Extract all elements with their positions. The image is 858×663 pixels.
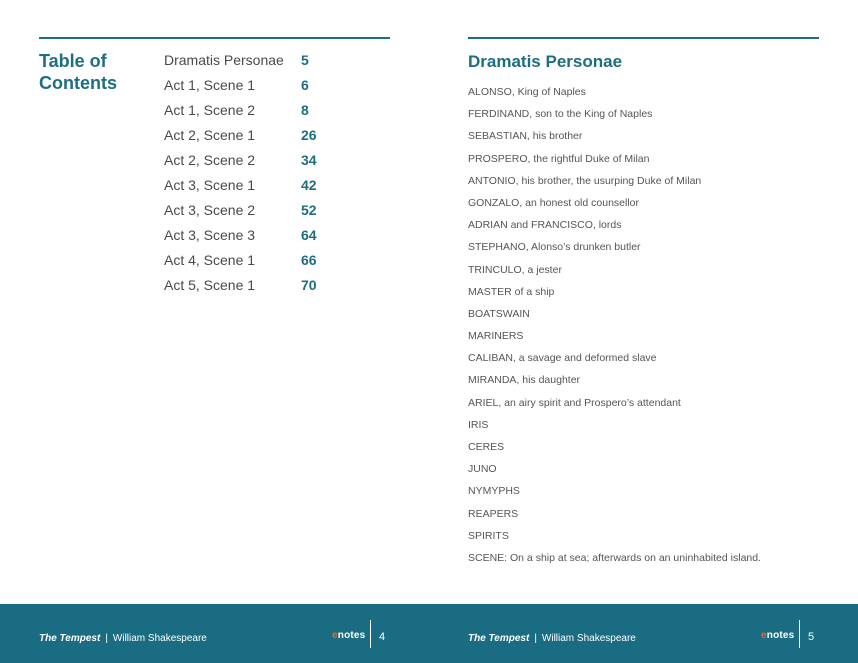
- enotes-logo-right: [761, 630, 794, 641]
- footer-bar: [0, 604, 858, 663]
- footer-author: William Shakespeare: [112, 633, 207, 644]
- toc-entry-page: 8: [301, 102, 309, 118]
- footer-book-title: The Tempest: [468, 633, 530, 644]
- character-item: ALONSO, King of Naples: [468, 86, 586, 98]
- character-item: PROSPERO, the rightful Duke of Milan: [468, 152, 650, 165]
- footer-author: William Shakespeare: [541, 633, 636, 644]
- footer-title-right: [468, 633, 636, 644]
- character-item: TRINCULO, a jester: [468, 263, 562, 276]
- toc-entry-page: 5: [301, 52, 309, 68]
- logo-e: e: [332, 630, 338, 641]
- toc-entry[interactable]: [164, 50, 334, 75]
- dramatis-personae-heading: Dramatis Personae: [468, 52, 623, 71]
- toc-entry[interactable]: [164, 125, 334, 150]
- character-item: REAPERS: [468, 507, 519, 520]
- character-item: MASTER of a ship: [468, 285, 555, 298]
- page-number-left: 4: [379, 631, 386, 643]
- page-number-right: 5: [808, 631, 815, 643]
- toc-entry[interactable]: [164, 275, 334, 300]
- top-rule-right: [468, 37, 819, 39]
- character-item: SPIRITS: [468, 529, 509, 542]
- character-item: BOATSWAIN: [468, 307, 530, 320]
- character-item: ADRIAN and FRANCISCO, lords: [468, 219, 622, 232]
- footer-title-left: [39, 633, 207, 644]
- toc-entry[interactable]: [164, 75, 334, 100]
- character-item: JUNO: [468, 463, 497, 476]
- top-rule-left: [39, 37, 390, 39]
- character-item: CERES: [468, 441, 505, 453]
- toc-entry-title: Act 3, Scene 1: [164, 177, 256, 193]
- toc-entry-title: Act 4, Scene 1: [164, 252, 256, 268]
- character-item: ANTONIO, his brother, the usurping Duke of Milan: [468, 174, 702, 187]
- toc-entry-title: Act 2, Scene 1: [164, 127, 256, 143]
- character-item: FERDINAND, son to the King of Naples: [468, 108, 653, 121]
- toc-entry-title: Act 1, Scene 2: [164, 102, 256, 118]
- toc-entry-page: 70: [301, 277, 317, 293]
- toc-entry-page: 26: [301, 127, 317, 143]
- toc-entry[interactable]: [164, 150, 334, 175]
- toc-entry-title: Act 5, Scene 1: [164, 277, 256, 293]
- toc-heading: [39, 50, 117, 94]
- character-item: IRIS: [468, 418, 489, 431]
- toc-entry[interactable]: [164, 175, 334, 200]
- footer-book-title: The Tempest: [39, 633, 101, 644]
- character-item: CALIBAN, a savage and deformed slave: [468, 352, 657, 365]
- footer-separator: |: [105, 633, 108, 644]
- footer-divider-left: [370, 620, 371, 648]
- character-item: SCENE: On a ship at sea; afterwards on an uninhabited island.: [468, 551, 762, 564]
- toc-entry[interactable]: [164, 225, 334, 250]
- toc-entry-page: 52: [301, 202, 317, 218]
- character-item: STEPHANO, Alonso’s drunken butler: [468, 241, 641, 254]
- character-item: MARINERS: [468, 330, 524, 343]
- toc-entry-page: 42: [301, 177, 317, 193]
- character-item: NYMYPHS: [468, 485, 520, 498]
- logo-rest: notes: [337, 630, 366, 641]
- toc-heading-line1: Table of: [39, 51, 107, 71]
- toc-entry-title: Act 1, Scene 1: [164, 77, 256, 93]
- toc-entry-page: 64: [301, 227, 317, 243]
- character-item: ARIEL, an airy spirit and Prospero’s attendant: [468, 396, 681, 409]
- logo-e: e: [761, 630, 767, 641]
- toc-entry[interactable]: [164, 250, 334, 275]
- footer-separator: |: [534, 633, 537, 644]
- toc-entry-title: Act 2, Scene 2: [164, 152, 256, 168]
- toc-list: [164, 50, 334, 300]
- toc-heading-line2: Contents: [39, 73, 117, 93]
- character-item: MIRANDA, his daughter: [468, 374, 581, 387]
- logo-rest: notes: [766, 630, 795, 641]
- toc-entry-page: 66: [301, 252, 317, 268]
- toc-entry-page: 34: [301, 152, 317, 168]
- toc-entry-title: Act 3, Scene 3: [164, 227, 256, 243]
- toc-entry-page: 6: [301, 77, 309, 93]
- character-item: SEBASTIAN, his brother: [468, 130, 583, 143]
- character-list: [468, 85, 761, 573]
- toc-entry[interactable]: [164, 200, 334, 225]
- toc-entry-title: Act 3, Scene 2: [164, 202, 256, 218]
- footer-divider-right: [799, 620, 800, 648]
- enotes-logo-left: [332, 630, 365, 641]
- character-item: GONZALO, an honest old counsellor: [468, 196, 640, 209]
- toc-entry-title: Dramatis Personae: [164, 52, 284, 68]
- toc-entry[interactable]: [164, 100, 334, 125]
